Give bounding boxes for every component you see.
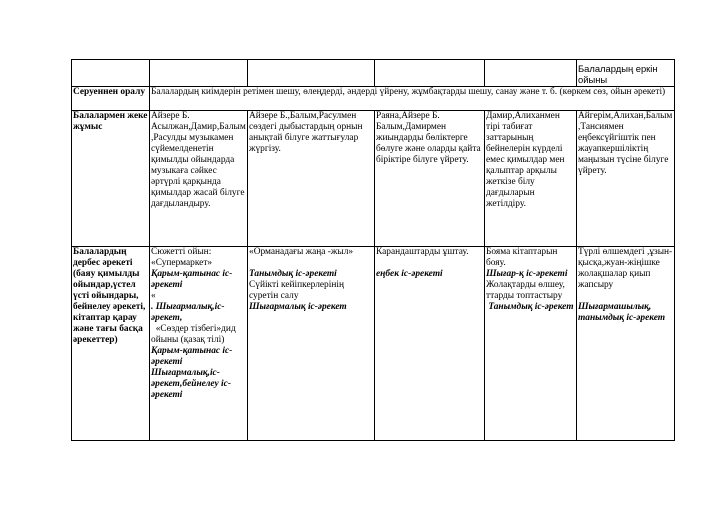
independent-activity-label: Балалардың дербес әрекеті (баяу қимылды ойындар,үстел үсті ойындары, бейнелеу әрекеті, кітаптар қарау және тағы басқа әрекеттер) [72,247,150,441]
individual-work-cell-2: Айзере Б.,Балым,Расулмен сөздегі дыбыстардың орнын анықтай білуге жаттығулар жүргізу. [248,111,375,247]
activity-text: «Сөздер тізбегі»дид ойыны (қазақ тілі) [151,324,239,345]
activity-text: Карандаштарды ұштау. [376,247,469,257]
spacer [376,258,483,269]
table-row [72,111,675,247]
table-row [72,247,675,441]
individual-work-cell-1: Айзере Б. Асылжан,Дамир,Балым,Расулды музыкамен сүйемелденетін қимылды ойындарда музыкаға сәйкес әртүрлі қарқында қимылдар жасай білуге дағдыландыру. [150,111,248,247]
return-from-walk-content: Балалардың киімдерін ретімен шешу, өлеңдерді, әндерді үйрену, жұмбақтарды шешу, санау және т. б. (көркем сөз, ойын әрекеті) [150,87,675,111]
activity-type: Шығармалық іс-әрекет [249,302,347,312]
activity-text: Түрлі өлшемдегі ,ұзын-қысқа,жуан-жіңішке жолақшалар қиып жапсыру [578,247,673,290]
free-play-header-cell: Балалардың еркін ойыны [577,60,675,87]
independent-activity-cell-4 [485,247,577,441]
spacer [578,291,673,302]
activity-text: «Орманадағы жаңа -жыл» [249,247,354,257]
activity-text: Сүйікті кейіпкерлерінің суретін салу [249,280,344,301]
activity-text: Бояма кітаптарын бояу. [486,247,558,268]
empty-cell [485,60,577,87]
activity-plan-table [71,59,675,441]
spacer [249,258,373,269]
activity-type: Шығармалық,іс-әрекет,бейнелеу іс-әрекеті [151,368,231,400]
activity-type: Қарым-қатынас іс-әрекеті [151,269,233,290]
activity-type: Қарым-қатынас іс-әрекеті [151,346,233,367]
table-row [72,87,675,111]
independent-activity-cell-3 [375,247,485,441]
activity-type: . Шығармалық,іс-әрекет, [151,302,225,323]
activity-text: « [151,291,156,301]
table-row [72,60,675,87]
empty-cell [150,60,248,87]
individual-work-cell-4: Дамир,Алиханмен тірі табиғат заттарының бейнелерін күрделі емес қимылдар мен қалыптар арқылы жеткізе білу дағдыларын жетілдіру. [485,111,577,247]
independent-activity-cell-1 [150,247,248,441]
activity-type: Танымдық іс-әрекет [486,302,574,312]
empty-cell [72,60,150,87]
independent-activity-cell-5 [577,247,675,441]
return-from-walk-label: Серуеннен оралу [72,87,150,111]
activity-text: Жолақтарды өлшеу, ттарды топтастыру [486,280,565,301]
individual-work-cell-3: Раяна,Айзере Б. Балым,Дамирмен жиындарды бөліктерге бөлуге және оларды қайта біріктіре білуге үйрету. [375,111,485,247]
independent-activity-cell-2 [248,247,375,441]
individual-work-label: Балалармен жеке жұмыс [72,111,150,247]
empty-cell [375,60,485,87]
activity-type: еңбек іс-әрекеті [376,269,443,279]
activity-type: Шығар-қ іс-әрекеті [486,269,568,279]
activity-type: Танымдық іс-әрекеті [249,269,337,279]
individual-work-cell-5: Айгерім,Алихан,Балым,Тансиямен еңбексүйгіштік пен жауапкершіліктің маңызын түсіне білуге үйрету. [577,111,675,247]
activity-type: Шығармашылық, танымдық іс-әрекет [578,302,666,323]
activity-text: Сюжетті ойын: «Супермаркет» [151,247,213,268]
empty-cell [248,60,375,87]
